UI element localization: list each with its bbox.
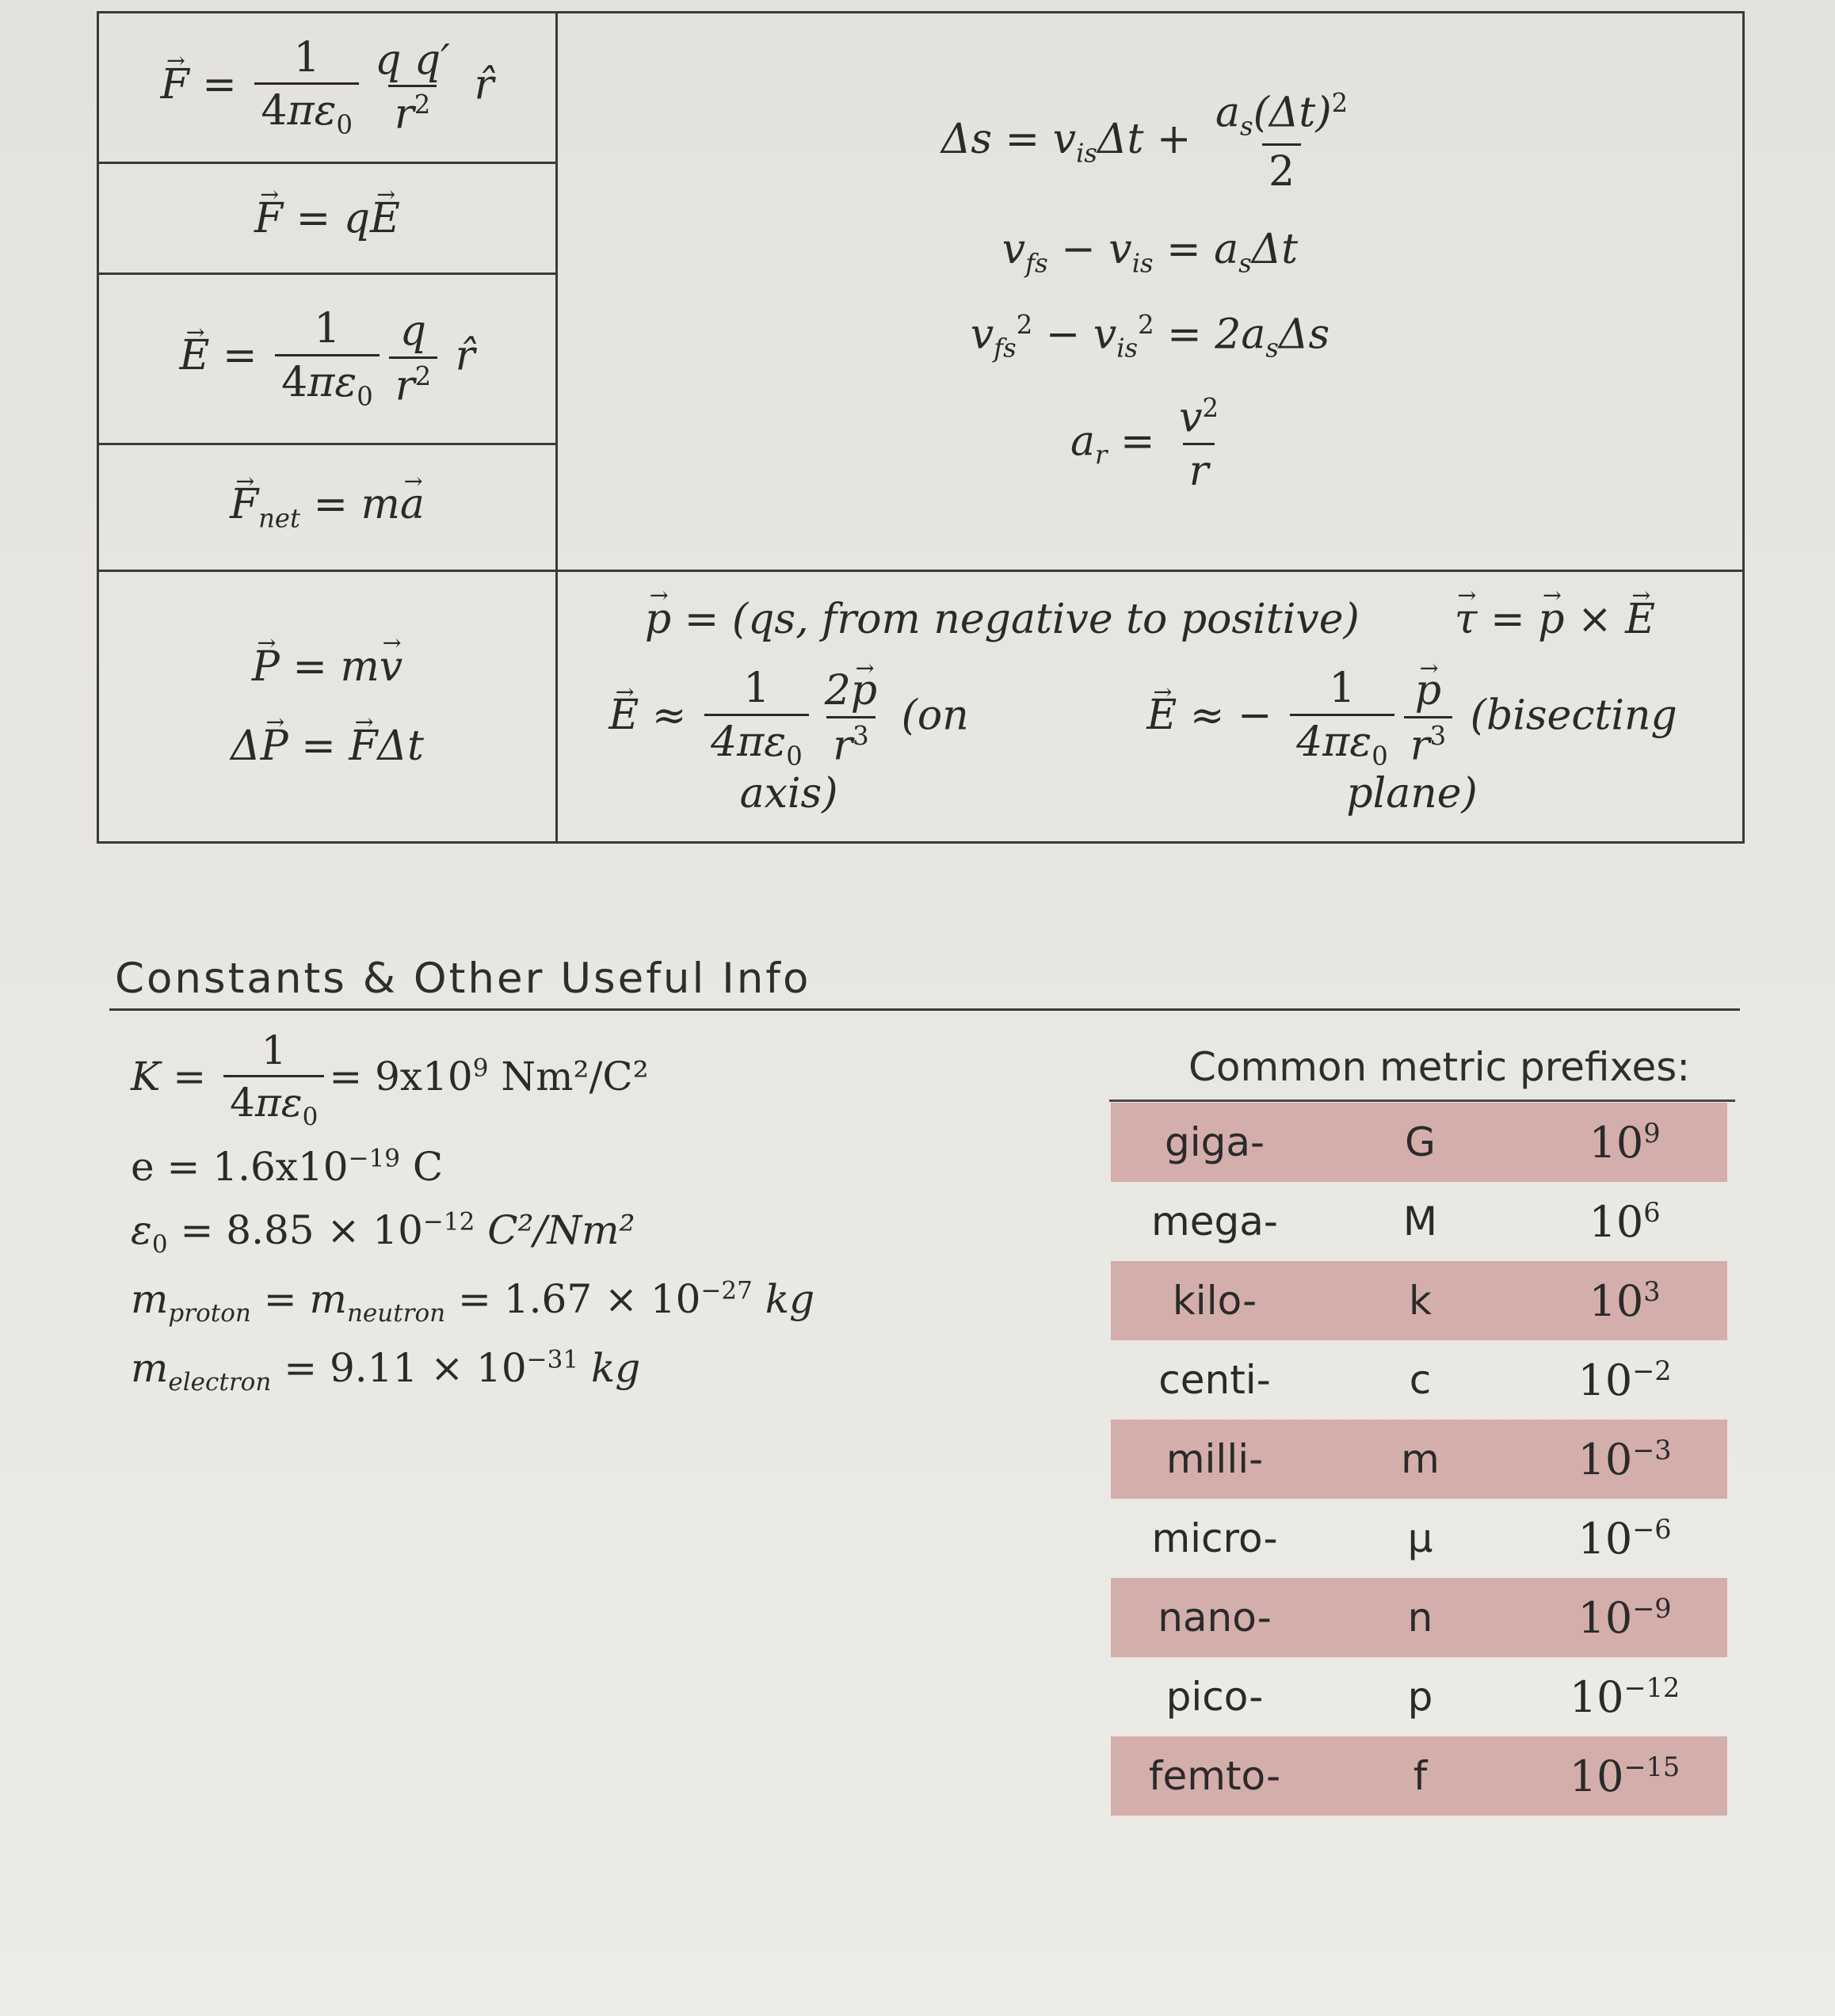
constants-list xyxy=(131,1027,815,1414)
torque-formula: τ → = p → × E → xyxy=(1455,596,1655,643)
prefix-power: $10^{-6}$ xyxy=(1577,1513,1672,1564)
prefix-row xyxy=(1111,1261,1727,1340)
proton-neutron-mass: $m_{proton} = m_{neutron} = 1.67 \times 10^{-27}$ kg xyxy=(131,1276,815,1328)
kinematics-cell xyxy=(557,13,1744,571)
prefixes-divider xyxy=(1109,1099,1735,1102)
on-axis-field-formula: E → ≈ $\frac{1}{4\pi\varepsilon_0}$ $\frac{2p \to}{r^3}$ (on axis) xyxy=(559,667,1019,817)
prefix-row xyxy=(1111,1578,1727,1657)
prefix-name: milli- xyxy=(1111,1420,1318,1499)
prefix-row xyxy=(1111,1420,1727,1499)
prefix-name: nano- xyxy=(1111,1578,1318,1657)
prefix-row xyxy=(1111,1657,1727,1736)
newton-second-formula: $F \to_{net}$ = ma → xyxy=(98,444,557,571)
prefix-power: $10^9$ xyxy=(1522,1103,1727,1182)
momentum-cell xyxy=(98,571,557,843)
dipole-moment-formula: p → = (qs, from negative to positive) xyxy=(645,596,1360,643)
prefix-name: pico- xyxy=(1165,1674,1264,1720)
prefix-symbol: c xyxy=(1409,1357,1432,1403)
prefix-power: $10^6$ xyxy=(1589,1196,1661,1247)
coulomb-force-formula: F → = $\frac{1}{4\pi\varepsilon_0}$ $\frac{\text{q q′}}{r^2}$ r̂ xyxy=(98,13,557,163)
centripetal-eq: $a_r$ = $\frac{v^2}{r}$ xyxy=(1070,392,1219,495)
coulomb-constant: K = $\frac{1}{4\pi\varepsilon_0}$ = $9x10^9$ Nm²/C² xyxy=(131,1027,649,1131)
prefix-name: centi- xyxy=(1158,1357,1271,1403)
impulse-formula: ΔP → = F →Δt xyxy=(100,722,555,770)
prefix-row xyxy=(1111,1182,1727,1261)
prefix-power: $10^{-3}$ xyxy=(1522,1420,1727,1499)
prefix-power: $10^{-15}$ xyxy=(1522,1736,1727,1816)
prefix-symbol: G xyxy=(1318,1103,1522,1182)
prefix-name: giga- xyxy=(1111,1103,1318,1182)
prefix-name: femto- xyxy=(1111,1736,1318,1816)
electron-mass: $m_{electron} = 9.11 \times 10^{-31}$ kg xyxy=(131,1345,641,1397)
prefix-symbol: k xyxy=(1318,1261,1522,1340)
prefixes-heading: Common metric prefixes: xyxy=(1188,1044,1691,1090)
prefix-symbol: n xyxy=(1318,1578,1522,1657)
prefix-symbol: f xyxy=(1318,1736,1522,1816)
elementary-charge: $e = 1.6x10^{-19}$ C xyxy=(131,1144,444,1191)
prefix-symbol: μ xyxy=(1407,1515,1433,1561)
prefix-power: $10^{-2}$ xyxy=(1577,1355,1672,1405)
point-field-formula: E → = $\frac{1}{4\pi\varepsilon_0}$ $\frac{q}{r^2}$ r̂ xyxy=(98,274,557,444)
prefix-power: $10^{-12}$ xyxy=(1569,1671,1680,1722)
prefix-row xyxy=(1111,1340,1727,1420)
prefix-name: micro- xyxy=(1151,1515,1278,1561)
prefix-row xyxy=(1111,1499,1727,1578)
kinematics-eq-1: $\Delta s = v_{is}\Delta t$ + $\frac{a_s(\Delta t)^2}{2}$ xyxy=(940,87,1349,196)
constants-heading: Constants & Other Useful Info xyxy=(115,955,811,1003)
prefix-symbol: p xyxy=(1407,1674,1433,1720)
kinematics-eq-3: $v_{fs}^2 - v_{is}^2 = 2a_s\Delta s$ xyxy=(970,310,1330,364)
prefix-symbol: m xyxy=(1318,1420,1522,1499)
permittivity: $\varepsilon_0 = 8.85 \times 10^{-12}$ C²/Nm² xyxy=(131,1207,635,1260)
kinematics-eq-2: $v_{fs} - v_{is} = a_s\Delta t$ xyxy=(1001,225,1299,279)
prefix-name: kilo- xyxy=(1111,1261,1318,1340)
formula-table xyxy=(97,11,1745,844)
prefix-power: $10^{-9}$ xyxy=(1522,1578,1727,1657)
dipole-cell xyxy=(557,571,1744,843)
prefixes-table xyxy=(1111,1103,1727,1816)
prefix-name: mega- xyxy=(1151,1199,1278,1244)
prefix-symbol: M xyxy=(1402,1199,1438,1244)
force-field-formula: F → = qE → xyxy=(98,163,557,274)
constants-divider xyxy=(109,1008,1740,1011)
prefix-row xyxy=(1111,1103,1727,1182)
prefix-power: $10^3$ xyxy=(1522,1261,1727,1340)
bisecting-field-formula: E → ≈ − $\frac{1}{4\pi\varepsilon_0}$ $\frac{p \to}{r^3}$ (bisecting plane) xyxy=(1082,667,1742,817)
prefix-row xyxy=(1111,1736,1727,1816)
momentum-formula: P → = mv → xyxy=(100,643,555,691)
